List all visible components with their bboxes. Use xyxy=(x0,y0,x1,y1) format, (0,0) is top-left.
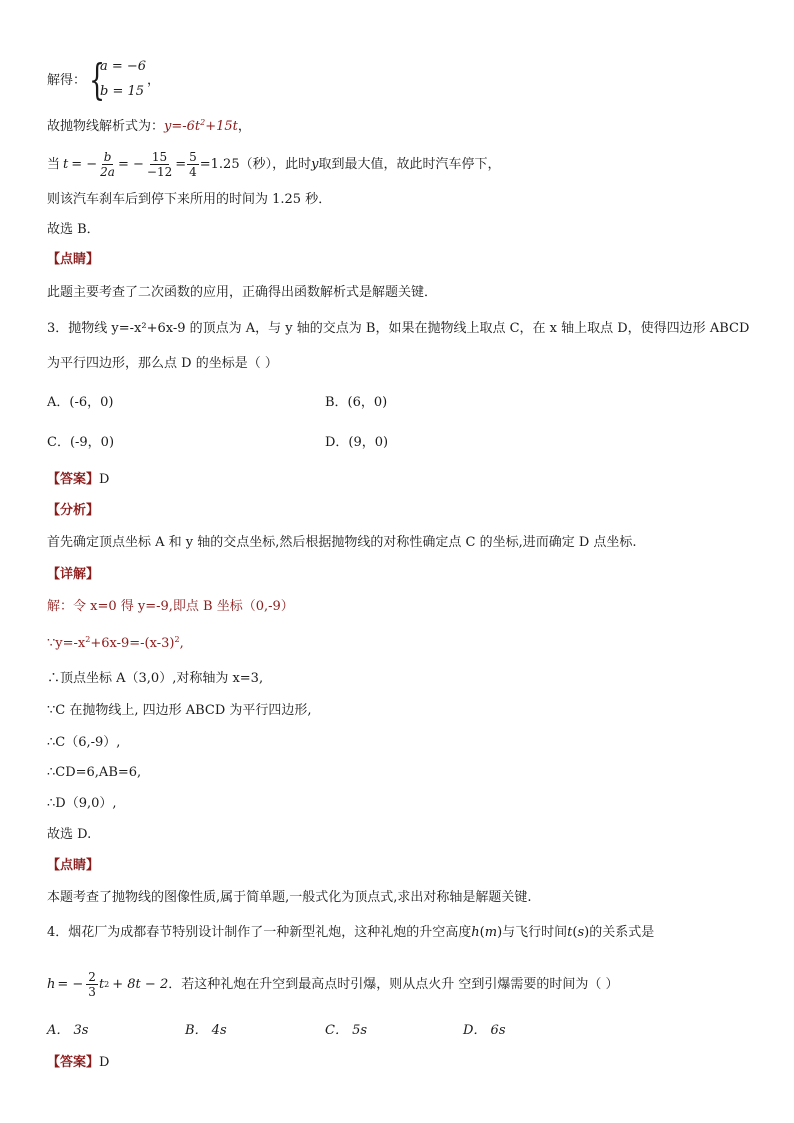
q3-detail-5: ∴C（6,-9）, xyxy=(47,735,121,750)
when-tail-b: 取到最大值，故此时汽车停下， xyxy=(318,156,501,172)
frac3-den: 4 xyxy=(189,165,197,179)
q3-answer: D xyxy=(99,472,110,487)
q3-answer-line xyxy=(47,471,109,489)
q4-formula-rest: + 8t − 2 xyxy=(112,976,169,992)
q4-answer-line xyxy=(47,1054,109,1072)
system-brace: { xyxy=(89,55,106,104)
q4-fraction-2-over-3 xyxy=(86,970,98,999)
frac1-den: 2a xyxy=(100,165,115,179)
equals-3: = xyxy=(175,156,187,172)
q4-h-unit: m xyxy=(484,925,498,940)
q3-stem-line2: 为平行四边形，那么点 D 的坐标是（ ） xyxy=(47,356,278,371)
q3-option-b: B．(6，0) xyxy=(325,395,388,410)
q3-detail-3: ∴顶点坐标 A（3,0）,对称轴为 x=3, xyxy=(47,671,264,686)
q3-detail-2b: +6x-9=-(x-3) xyxy=(90,636,175,651)
q4-t-symbol: t xyxy=(567,925,573,940)
parabola-prefix: 故抛物线解析式为： xyxy=(47,119,165,134)
system-eq-b: b = 15 xyxy=(100,84,145,99)
q3-answer-tag: 【答案】 xyxy=(47,472,100,487)
q3-detail-1: 解：令 x=0 得 y=-9,即点 B 坐标（0,-9） xyxy=(47,599,294,614)
frac2-den: −12 xyxy=(146,165,173,179)
parabola-tail: ， xyxy=(237,119,251,134)
tip-tag-2: 【点睛】 xyxy=(47,252,100,267)
q3-tip-text: 本题考查了抛物线的图像性质,属于简单题,一般式化为顶点式,求出对称轴是解题关键. xyxy=(47,890,532,905)
q3-detail-7: ∴D（9,0）, xyxy=(47,796,117,811)
q3-option-c: C．(-9，0) xyxy=(47,435,115,450)
parabola-line xyxy=(47,118,251,136)
when-tail-a: =1.25（秒），此时 xyxy=(199,156,312,172)
equals-minus-2: = − xyxy=(117,156,144,172)
var-t: t xyxy=(63,156,69,172)
q4-option-c: C． 5s xyxy=(325,1023,368,1038)
q3-detail-tag: 【详解】 xyxy=(47,567,100,582)
fraction-15-over-neg12 xyxy=(145,150,174,179)
q4-formula-line: h = − $\frac{2}{3}$ t 2 + 8t − 2 ．若这种礼炮在升空到最高点时引爆，则从点火升 空到引爆需要的时间为（ ） xyxy=(47,970,619,999)
time-calc-line xyxy=(47,150,500,179)
q4-t-unit: s xyxy=(577,925,585,940)
time-conclusion: 则该汽车刹车后到停下来所用的时间为 1.25 秒． xyxy=(47,192,332,207)
q4-option-b: B． 4s xyxy=(185,1023,227,1038)
q3-detail-2c: , xyxy=(179,636,184,651)
q4-answer: D xyxy=(99,1055,110,1070)
q3-tip-tag: 【点睛】 xyxy=(47,858,100,873)
q4-formula-t: t xyxy=(98,976,105,992)
q3-option-a: A．(-6，0) xyxy=(47,395,114,410)
q3-detail-2a: ∵y=-x xyxy=(47,636,86,651)
q4-h-symbol: h xyxy=(471,925,480,940)
q4-stem-d: ．若这种礼炮在升空到最高点时引爆，则从点火升 空到引爆需要的时间为（ ） xyxy=(168,976,619,992)
q3-analysis-tag: 【分析】 xyxy=(47,503,100,518)
q4-option-d: D． 6s xyxy=(463,1023,506,1038)
parabola-expr-part-b: +15t xyxy=(205,119,238,134)
parabola-expr: $y=-6t^2+15t$ xyxy=(164,118,238,134)
q4-formula-eq: = − xyxy=(57,976,84,992)
q4-stem-b: 与飞行时间 xyxy=(502,925,568,940)
q4-formula-h: h xyxy=(47,976,56,992)
when-prefix: 当 xyxy=(47,156,61,172)
q3-stem-line1: 3．抛物线 y=-x²+6x-9 的顶点为 A，与 y 轴的交点为 B，如果在抛物线上取点 C，在 x 轴上取点 D，使得四边形 ABCD xyxy=(47,321,750,336)
q4-frac-den: 3 xyxy=(88,985,96,999)
q3-detail-4: ∵C 在抛物线上, 四边形 ABCD 为平行四边形, xyxy=(47,703,312,718)
var-y: y xyxy=(311,156,319,172)
tip-text-2: 此题主要考查了二次函数的应用，正确得出函数解析式是解题关键． xyxy=(47,285,438,300)
system-tail: ， xyxy=(147,73,161,88)
parabola-expr-part-a: y=-6t xyxy=(164,119,201,134)
fraction-b-over-2a xyxy=(98,150,117,179)
q4-answer-tag: 【答案】 xyxy=(47,1055,100,1070)
frac3-num: 5 xyxy=(189,150,197,164)
q4-frac-num: 2 xyxy=(88,970,96,984)
q3-detail-2: $\because y=-x^2+6x-9=-(x-3)^2$, xyxy=(47,635,184,651)
equals-minus-1: = − xyxy=(71,156,98,172)
frac2-num: 15 xyxy=(151,150,168,164)
solve-label: 解得： xyxy=(47,73,87,88)
system-eq-a: a = −6 xyxy=(100,59,147,74)
q3-choose: 故选 D. xyxy=(47,827,92,842)
q3-detail-6: ∴CD=6,AB=6, xyxy=(47,765,142,780)
q3-analysis-text: 首先确定顶点坐标 A 和 y 轴的交点坐标,然后根据抛物线的对称性确定点 C 的坐标,进而确定 D 点坐标. xyxy=(47,535,637,550)
frac1-num: b xyxy=(103,150,112,164)
q4-stem-c: 的关系式是 xyxy=(589,925,655,940)
choose-b: 故选 B． xyxy=(47,222,100,237)
fraction-5-over-4 xyxy=(187,150,199,179)
q4-stem-a: 4．烟花厂为成都春节特别设计制作了一种新型礼炮，这种礼炮的升空高度 xyxy=(47,925,472,940)
q4-option-a: A． 3s xyxy=(47,1023,89,1038)
q3-option-d: D．(9，0) xyxy=(325,435,389,450)
solve-system-line xyxy=(47,72,86,90)
q4-stem-line1: 4．烟花厂为成都春节特别设计制作了一种新型礼炮，这种礼炮的升空高度h(m)与飞行时间t(s)的关系式是 xyxy=(47,925,655,940)
